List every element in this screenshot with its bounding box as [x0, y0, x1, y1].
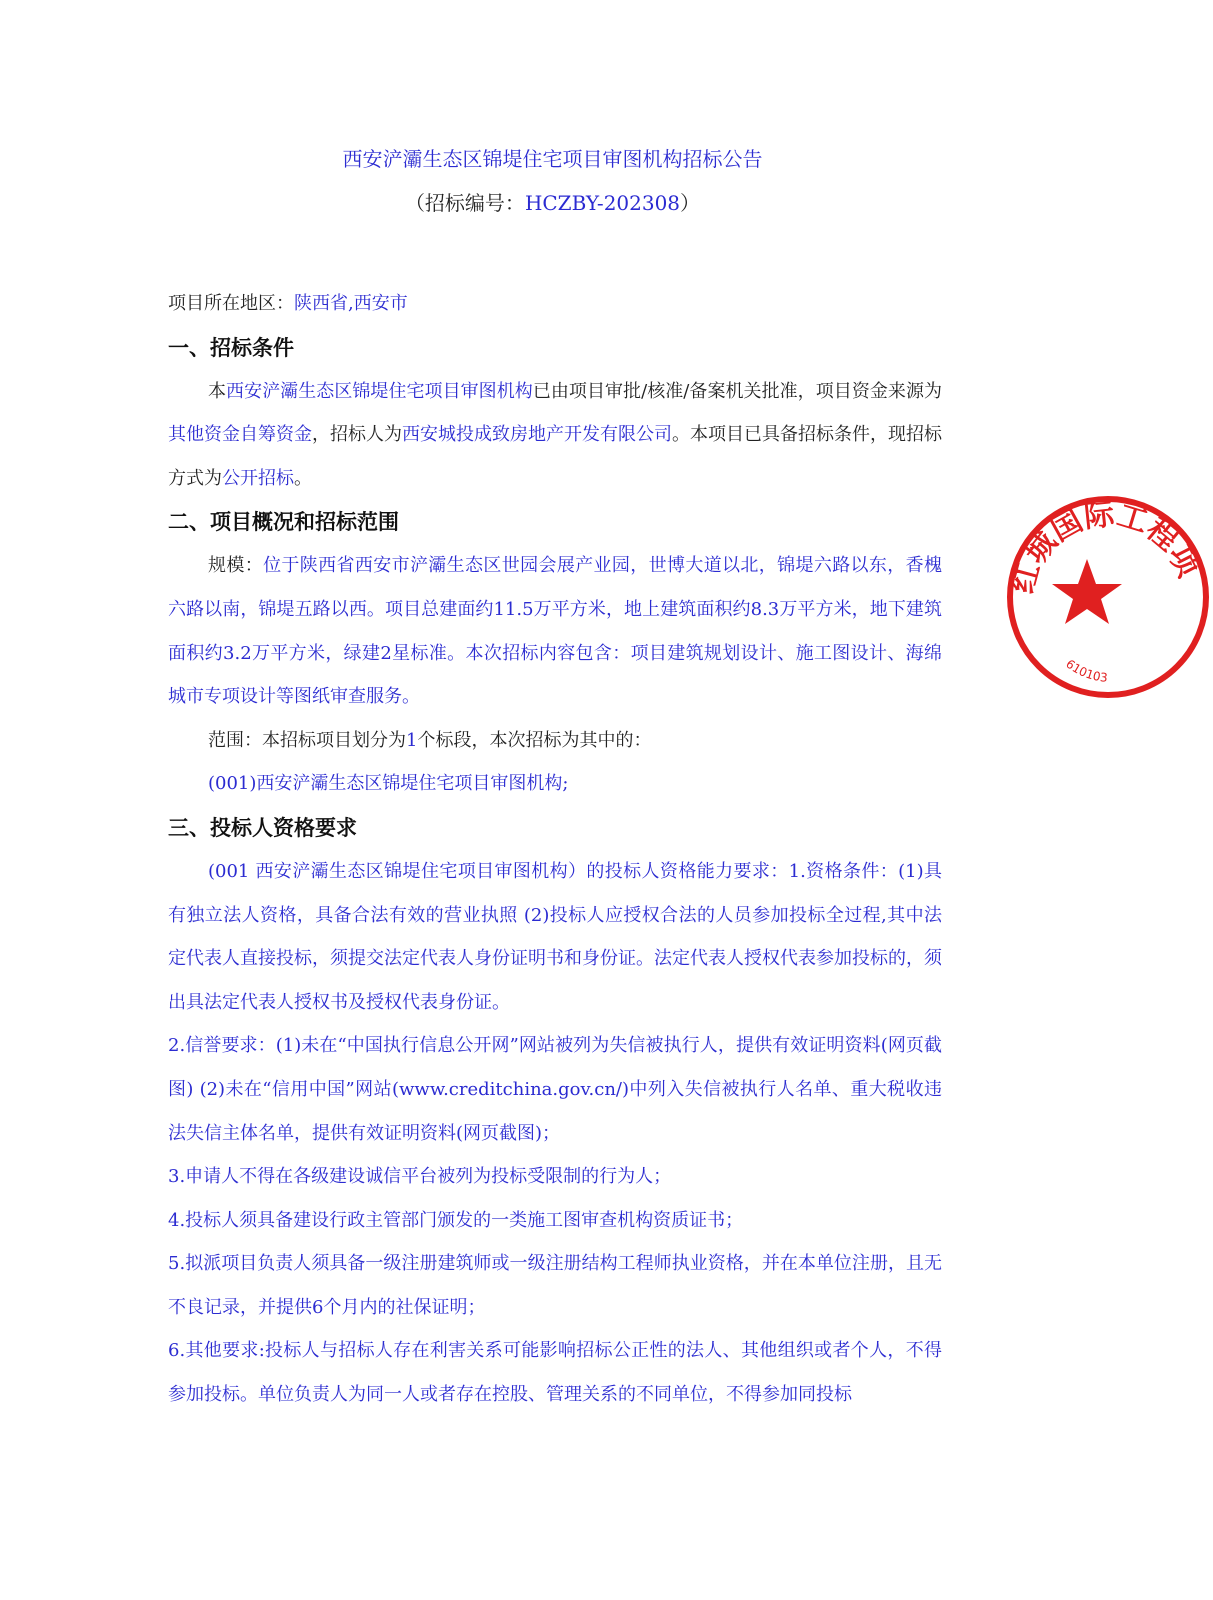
company-seal — [1003, 492, 1213, 702]
document-body — [168, 282, 942, 1417]
lot-item: (001)西安浐灞生态区锦堤住宅项目审图机构; — [208, 773, 569, 795]
requirement-paragraph: 3.申请人不得在各级建设诚信平台被列为投标受限制的行为人； — [168, 1166, 672, 1188]
range-text: 范围：本招标项目划分为 — [208, 729, 406, 751]
tender-code-prefix: （招标编号： — [404, 191, 525, 215]
requirement-paragraph: 2.信誉要求：(1)未在“中国执行信息公开网”网站被列为失信被执行人，提供有效证明资料(网页截图) (2)未在“信用中国”网站(www.creditchina.gov.cn/)中列入失信被执行人名单、重大税收违法失信主体名单，提供有效证明资料(网页截图)； — [168, 1035, 942, 1144]
text-run: ，招标人为 — [312, 424, 402, 446]
seal-text: 红城国际工程项 — [1005, 496, 1206, 598]
range-text: 个标段，本次招标为其中的： — [417, 729, 652, 751]
fund-source: 其他资金自筹资金 — [168, 424, 312, 446]
tender-code: HCZBY-202308 — [524, 191, 681, 215]
project-name: 西安浐灞生态区锦堤住宅项目审图机构 — [226, 380, 533, 402]
location-label: 项目所在地区： — [168, 293, 294, 314]
range-paragraph — [168, 719, 942, 763]
location-value: 陕西省,西安市 — [294, 293, 408, 314]
tender-code-suffix: ） — [680, 191, 701, 215]
text-run: 已由项目审批/核准/备案机关批准，项目资金来源为 — [532, 380, 942, 402]
tender-code-line — [0, 187, 1105, 216]
requirement-paragraph: 4.投标人须具备建设行政主管部门颁发的一类施工图审查机构资质证书； — [168, 1209, 744, 1231]
text-run: 。本项目已具备招标条件，现招标方式为 — [168, 424, 942, 489]
scale-paragraph — [168, 544, 942, 718]
bidding-conditions-paragraph — [168, 370, 942, 501]
bidding-method: 公开招标 — [222, 467, 294, 489]
requirement-paragraph: 5.拟派项目负责人须具备一级注册建筑师或一级注册结构工程师执业资格，并在本单位注册，且无不良记录，并提供6个月内的社保证明； — [168, 1253, 942, 1318]
text-run: 本 — [208, 380, 227, 402]
text-run: 。 — [294, 467, 312, 489]
requirement-paragraph: 6.其他要求:投标人与招标人存在利害关系可能影响招标公正性的法人、其他组织或者个人，不得参加投标。单位负责人为同一人或者存在控股、管理关系的不同单位，不得参加同投标 — [168, 1340, 942, 1406]
lot-count: 1 — [406, 729, 418, 751]
seal-number: 610103 — [1063, 656, 1109, 685]
section-heading: 二、项目概况和招标范围 — [168, 509, 399, 535]
section-heading: 一、招标条件 — [168, 334, 294, 360]
requirement-paragraph: (001 西安浐灞生态区锦堤住宅项目审图机构）的投标人资格能力要求：1.资格条件：(1)具有独立法人资格，具备合法有效的营业执照 (2)投标人应授权合法的人员参加投标全过程,其中法定代表人直接投标，须提交法定代表人身份证明书和身份证。法定代表人授权代表参加投标的，须出具法定代表人授权书及授权代表身份证。 — [168, 860, 942, 1013]
section-heading: 三、投标人资格要求 — [168, 814, 357, 840]
document-title: 西安浐灞生态区锦堤住宅项目审图机构招标公告 — [342, 147, 763, 171]
tenderer-name: 西安城投成致房地产开发有限公司 — [402, 424, 672, 446]
location-line — [168, 282, 942, 326]
scale-label: 规模： — [208, 555, 264, 577]
scale-text: 位于陕西省西安市浐灞生态区世园会展产业园，世博大道以北，锦堤六路以东，香槐六路以南，锦堤五路以西。项目总建面约11.5万平方米，地上建筑面积约8.3万平方米，地下建筑面积约3.2万平方米，绿建2星标准。本次招标内容包含：项目建筑规划设计、施工图设计、海绵城市专项设计等图纸审查服务。 — [168, 555, 942, 708]
seal-star-icon — [1052, 559, 1122, 624]
